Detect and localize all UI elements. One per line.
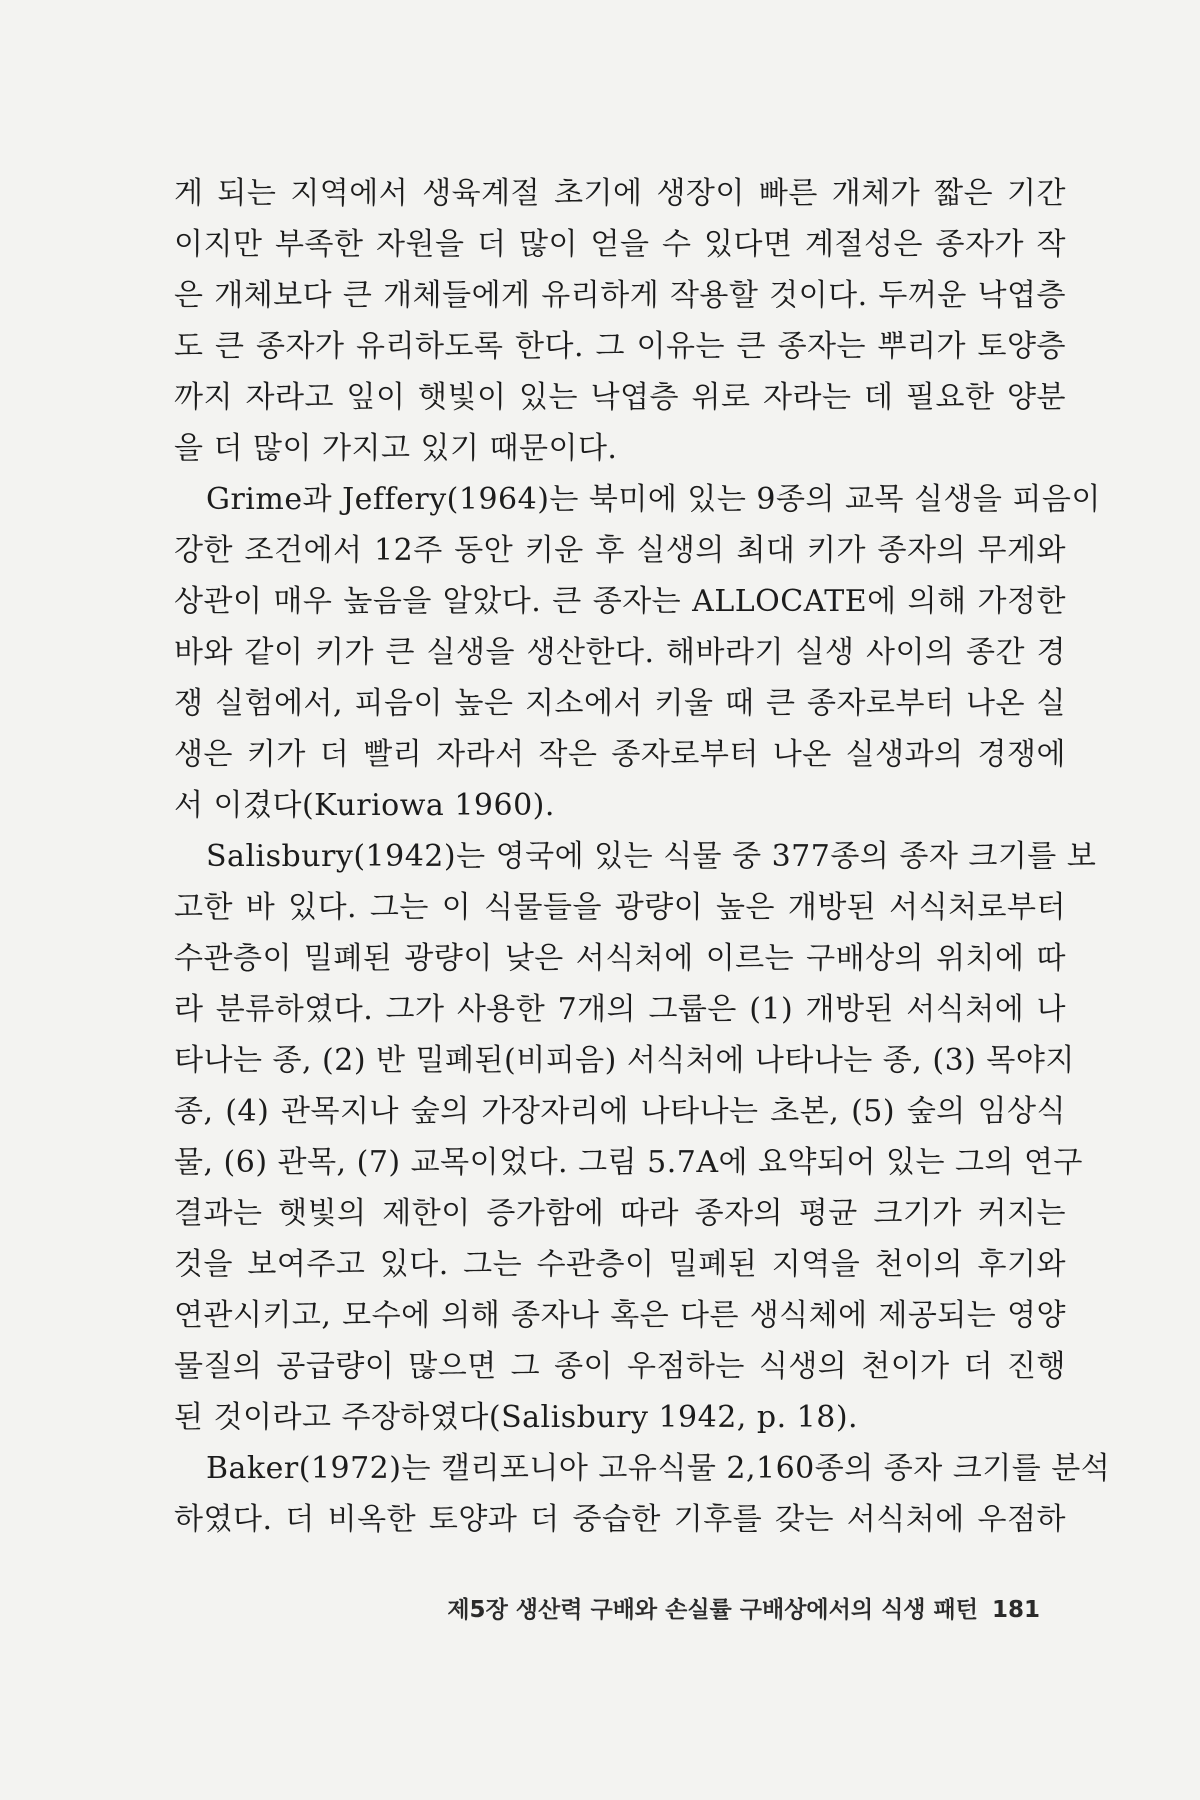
text-line: 연관시키고, 모수에 의해 종자나 혹은 다른 생식체에 제공되는 영양 (174, 1298, 1066, 1333)
page-number: 181 (991, 1597, 1040, 1623)
text-line: 라 분류하였다. 그가 사용한 7개의 그룹은 (1) 개방된 서식처에 나 (174, 992, 1066, 1027)
text-line: 이지만 부족한 자원을 더 많이 얻을 수 있다면 계절성은 종자가 작 (174, 227, 1066, 262)
text-line: 쟁 실험에서, 피음이 높은 지소에서 키울 때 큰 종자로부터 나온 실 (174, 686, 1066, 721)
body-text (174, 168, 1111, 1545)
text-line: 종, (4) 관목지나 숲의 가장자리에 나타나는 초본, (5) 숲의 임상식 (174, 1094, 1066, 1129)
text-line: Grime과 Jeffery(1964)는 북미에 있는 9종의 교목 실생을 피음이 (206, 482, 1101, 517)
text-line: 을 더 많이 가지고 있기 때문이다. (174, 431, 618, 466)
text-line: 물, (6) 관목, (7) 교목이었다. 그림 5.7A에 요약되어 있는 그의 연구 (174, 1145, 1083, 1180)
text-line: 수관층이 밀폐된 광량이 낮은 서식처에 이르는 구배상의 위치에 따 (174, 941, 1066, 976)
running-footer (0, 1591, 1040, 1624)
text-line: 강한 조건에서 12주 동안 키운 후 실생의 최대 키가 종자의 무게와 (174, 533, 1066, 568)
text-line: 상관이 매우 높음을 알았다. 큰 종자는 ALLOCATE에 의해 가정한 (174, 584, 1066, 619)
text-line: 생은 키가 더 빨리 자라서 작은 종자로부터 나온 실생과의 경쟁에 (174, 737, 1066, 772)
text-line: 까지 자라고 잎이 햇빛이 있는 낙엽층 위로 자라는 데 필요한 양분 (174, 380, 1066, 415)
text-line: 결과는 햇빛의 제한이 증가함에 따라 종자의 평균 크기가 커지는 (174, 1196, 1066, 1231)
text-line: 게 되는 지역에서 생육계절 초기에 생장이 빠른 개체가 짧은 기간 (174, 176, 1066, 211)
text-line: 하였다. 더 비옥한 토양과 더 중습한 기후를 갖는 서식처에 우점하 (174, 1502, 1066, 1537)
text-line: 타나는 종, (2) 반 밀폐된(비피음) 서식처에 나타나는 종, (3) 목야지 (174, 1043, 1075, 1078)
text-line: 고한 바 있다. 그는 이 식물들을 광량이 높은 개방된 서식처로부터 (174, 890, 1066, 925)
chapter-title: 제5장 생산력 구배와 손실률 구배상에서의 식생 패턴 (447, 1597, 978, 1623)
text-line: Salisbury(1942)는 영국에 있는 식물 중 377종의 종자 크기를 보 (206, 839, 1097, 874)
text-line: Baker(1972)는 캘리포니아 고유식물 2,160종의 종자 크기를 분석 (206, 1451, 1111, 1486)
text-line: 은 개체보다 큰 개체들에게 유리하게 작용할 것이다. 두꺼운 낙엽층 (174, 278, 1066, 313)
text-line: 바와 같이 키가 큰 실생을 생산한다. 해바라기 실생 사이의 종간 경 (174, 635, 1066, 670)
text-line: 된 것이라고 주장하였다(Salisbury 1942, p. 18). (174, 1400, 859, 1435)
text-line: 물질의 공급량이 많으면 그 종이 우점하는 식생의 천이가 더 진행 (174, 1349, 1066, 1384)
text-line: 서 이겼다(Kuriowa 1960). (174, 788, 555, 823)
text-line: 도 큰 종자가 유리하도록 한다. 그 이유는 큰 종자는 뿌리가 토양층 (174, 329, 1066, 364)
text-line: 것을 보여주고 있다. 그는 수관층이 밀폐된 지역을 천이의 후기와 (174, 1247, 1066, 1282)
